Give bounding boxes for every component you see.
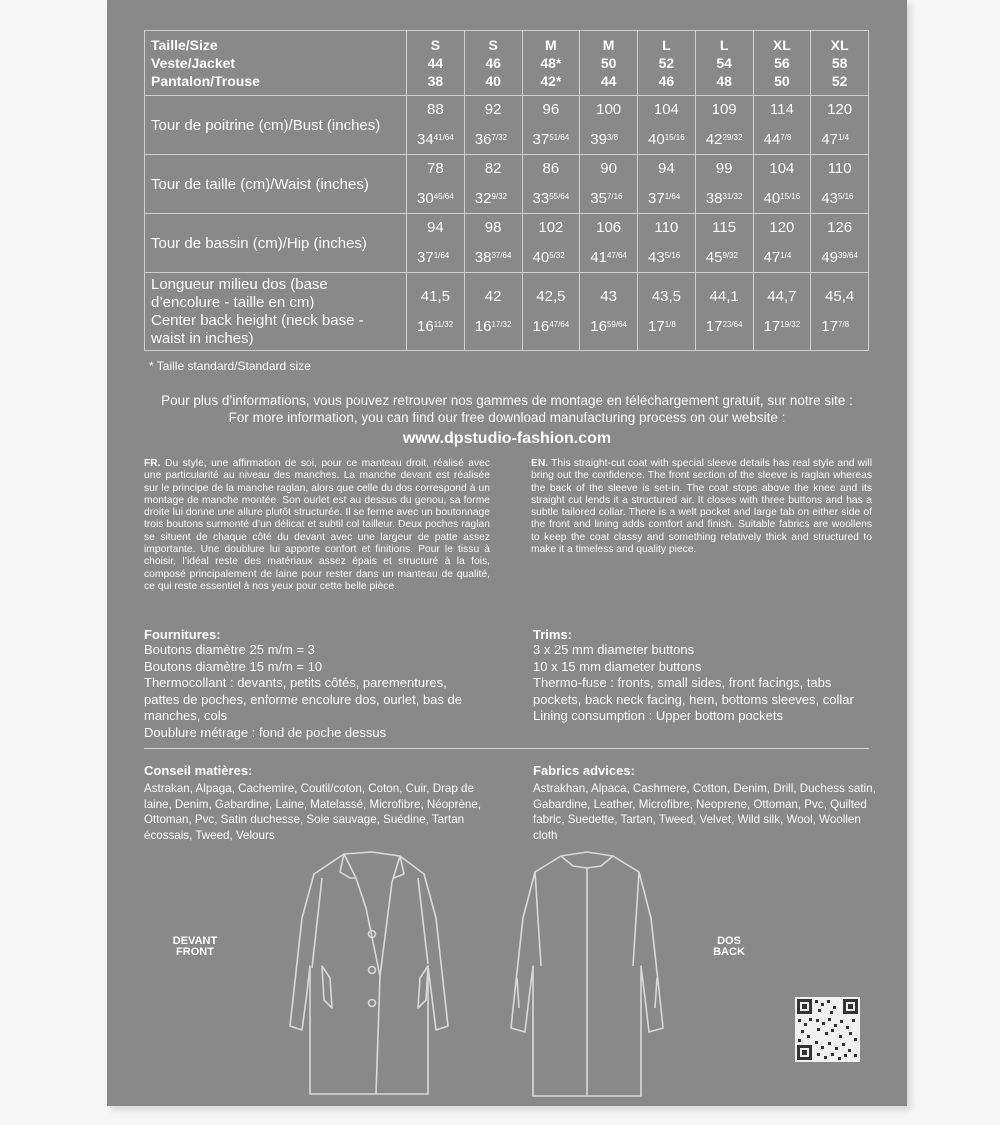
inch-value: $40^{5/32}$ (532, 249, 565, 266)
hip-row (145, 214, 869, 273)
fabrics-title: Fabrics advices: (533, 763, 635, 778)
measurement-cell (407, 273, 465, 351)
trims-section (533, 627, 854, 725)
measurement-cell (580, 96, 638, 155)
inch-value: $37^{51/64}$ (532, 131, 570, 148)
measurement-cell (464, 96, 522, 155)
size-chart (144, 30, 869, 351)
size-col: XL 58 52 (811, 31, 869, 96)
inch-value: $44^{7/8}$ (763, 131, 792, 148)
inch-value: $40^{15/16}$ (648, 131, 685, 148)
size-col: XL 56 50 (753, 31, 811, 96)
measurement-cell (464, 214, 522, 273)
label-taille-size: Taille/Size (151, 37, 218, 53)
front-view-label: DEVANT FRONT (172, 935, 218, 958)
back-length-label: Longueur milieu dos (base d’encolure - taille en cm) Center back height (neck base - waist in inches) (145, 273, 407, 351)
measurement-cell (638, 155, 696, 214)
coat-back-sketch (501, 848, 673, 1100)
label-veste-jacket: Veste/Jacket (151, 55, 236, 71)
inch-value: $16^{17/32}$ (474, 317, 512, 335)
inch-value: $37^{1/64}$ (417, 249, 450, 266)
size-header-labels (145, 31, 407, 96)
measurement-cell (695, 273, 753, 351)
cm-value: 106 (596, 219, 622, 236)
inch-value: $45^{9/32}$ (705, 249, 739, 266)
inch-value: $49^{39/64}$ (821, 249, 858, 266)
trims-list: 3 x 25 mm diameter buttons 10 x 15 mm diameter buttons Thermo-fuse : fronts, small sides, front facings, tabs pockets, back neck facing, hem, bottoms sleeves, collar Lining consumption : Upper bottom pockets (533, 642, 854, 724)
cm-value: 86 (542, 160, 560, 177)
inch-value: $17^{19/32}$ (763, 317, 801, 335)
fabrics-section (533, 763, 876, 843)
inch-value: $38^{31/32}$ (705, 190, 743, 207)
size-col: S 44 38 (407, 31, 465, 96)
measurement-cell (638, 273, 696, 351)
cm-value: 99 (715, 160, 733, 177)
cm-value: 42 (484, 287, 502, 305)
cm-value: 41,5 (420, 287, 450, 305)
cm-value: 110 (827, 160, 852, 177)
coat-front-sketch (282, 848, 457, 1100)
measurement-cell (753, 96, 811, 155)
measurement-cell (407, 214, 465, 273)
inch-value: $16^{47/64}$ (532, 317, 570, 335)
measurement-cell (522, 214, 580, 273)
cm-value: 104 (653, 101, 679, 118)
measurement-cell (695, 155, 753, 214)
back-view-label: DOS BACK (713, 935, 745, 958)
cm-value: 109 (711, 101, 737, 118)
inch-value: $16^{11/32}$ (417, 317, 454, 335)
fournitures-title: Fournitures: (144, 627, 221, 642)
inch-value: $33^{55/64}$ (532, 190, 570, 207)
measurement-cell (811, 214, 869, 273)
cm-value: 114 (769, 101, 794, 118)
cm-value: 82 (484, 160, 502, 177)
size-col: M 50 44 (580, 31, 638, 96)
waist-row (145, 155, 869, 214)
size-col: S 46 40 (464, 31, 522, 96)
inch-value: $36^{7/32}$ (474, 131, 508, 148)
measurement-cell (811, 155, 869, 214)
inch-value: $30^{45/64}$ (417, 190, 454, 207)
measurement-cell (753, 214, 811, 273)
cm-value: 44,1 (709, 287, 739, 305)
measurement-cell (522, 273, 580, 351)
cm-value: 43 (600, 287, 617, 305)
hip-label: Tour de bassin (cm)/Hip (inches) (145, 214, 407, 273)
inch-value: $34^{41/64}$ (417, 131, 454, 148)
measurement-cell (580, 273, 638, 351)
cm-value: 88 (427, 101, 444, 118)
measurement-cell (580, 214, 638, 273)
measurement-cell (811, 96, 869, 155)
cm-value: 115 (712, 219, 737, 236)
cm-value: 94 (658, 160, 675, 177)
trims-title: Trims: (533, 627, 573, 642)
back-length-row (145, 273, 869, 351)
inch-value: $43^{5/16}$ (821, 190, 854, 207)
fabrics-list: Astrakhan, Alpaca, Cashmere, Cotton, Denim, Drill, Duchess satin, Gabardine, Leather, Microfibre, Neoprene, Ottoman, Pvc, Quilted fabric, Suedette, Tartan, Tweed, Velvet, Wild silk, Wool, Woollen cloth (533, 782, 876, 842)
measurement-cell (522, 96, 580, 155)
measurement-cell (522, 155, 580, 214)
fournitures-list: Boutons diamètre 25 m/m = 3 Boutons diamètre 15 m/m = 10 Thermocollant : devants, petits côtés, parementures, pattes de poches, enforme encolure dos, ourlet, bas de manches, cols Doublure métrage : fond de poche dessus (144, 642, 462, 740)
info-text-fr: Pour plus d’informations, vous pouvez retrouver nos gammes de montage en téléchargement gratuit, sur notre site : (161, 393, 853, 408)
size-col: L 52 46 (638, 31, 696, 96)
standard-size-note: * Taille standard/Standard size (149, 359, 311, 373)
cm-value: 102 (538, 219, 564, 236)
description-en: EN. This straight-cut coat with special sleeve details has real style and will bring out the confidence. The front section of the sleeve is raglan whereas the back of the sleeve is set-in. The coat stops above the knee and its straight cut lends it a structured air. It closes with three buttons and has a subtle tailored collar. There is a welt pocket and large tab on either side of the front and lining adds comfort and finish. Suitable fabrics are woollens to keep the coat classy and something relatively thick and structured to make it a timeless and quality piece. (531, 458, 872, 556)
cm-value: 90 (600, 160, 617, 177)
measurement-cell (695, 214, 753, 273)
cm-value: 42,5 (536, 287, 566, 305)
inch-value: $16^{59/64}$ (590, 317, 627, 335)
description-fr: FR. Du style, une affirmation de soi, pour ce manteau droit, réalisé avec une particularité au niveau des manches. La manche devant est réalisée sur le principe de la manche raglan, alors que celle du dos correspond à un montage de manche montée. Son ourlet est au dessus du genou, sa forme droite lui donne une allure plutôt structurée. Il se ferme avec un boutonnage trois boutons surmonté d’un délicat et subtil col tailleur. Deux poches raglan se situent de chaque côté du devant avec une largeur de patte assez importante. Une doublure lui apporte confort et finitions. Pour le tissu à choisir, l’idéal reste des matériaux assez épais et structuré à la fois, composé principalement de laine pour rester dans un manteau de qualité, ce qui reste essentiel à nos yeux pour cette belle pièce. (144, 458, 490, 592)
cm-value: 45,4 (825, 287, 855, 305)
measurement-cell (407, 155, 465, 214)
size-header-row (145, 31, 869, 96)
cm-value: 100 (596, 101, 622, 118)
size-col: M 48* 42* (522, 31, 580, 96)
measurement-cell (753, 273, 811, 351)
inch-value: $39^{3/8}$ (590, 131, 619, 148)
cm-value: 78 (427, 160, 444, 177)
measurement-cell (753, 155, 811, 214)
cm-value: 43,5 (651, 287, 681, 305)
section-divider (144, 748, 869, 749)
measurement-cell (638, 96, 696, 155)
cm-value: 98 (484, 219, 502, 236)
inch-value: $17^{7/8}$ (821, 317, 850, 335)
bust-row (145, 96, 869, 155)
conseil-title: Conseil matières: (144, 763, 253, 778)
inch-value: $17^{23/64}$ (705, 317, 743, 335)
bust-label: Tour de poitrine (cm)/Bust (inches) (145, 96, 407, 155)
cm-value: 120 (827, 101, 853, 118)
cm-value: 104 (769, 160, 795, 177)
cm-value: 94 (427, 219, 444, 236)
cm-value: 126 (827, 219, 853, 236)
conseil-section (144, 763, 481, 843)
inch-value: $37^{1/64}$ (648, 190, 681, 207)
inch-value: $32^{9/32}$ (474, 190, 508, 207)
qr-code[interactable] (795, 997, 860, 1062)
fournitures-section (144, 627, 462, 742)
measurement-cell (695, 96, 753, 155)
inch-value: $38^{37/64}$ (474, 249, 512, 266)
cm-value: 92 (484, 101, 502, 118)
pattern-sheet (107, 0, 907, 1106)
cm-value: 110 (654, 219, 679, 236)
conseil-list: Astrakan, Alpaga, Cachemire, Coutil/coton, Coton, Cuir, Drap de laine, Denim, Gabardine, Laine, Matelassé, Microfibre, Néoprène, Ottoman, Pvc, Satin duchesse, Soie sauvage, Suédine, Tartan écossais, Tweed, Velours (144, 782, 482, 842)
cm-value: 96 (542, 101, 560, 118)
inch-value: $35^{7/16}$ (590, 190, 623, 207)
measurement-cell (580, 155, 638, 214)
inch-value: $40^{15/16}$ (763, 190, 801, 207)
cm-value: 120 (769, 219, 795, 236)
measurement-cell (811, 273, 869, 351)
size-col: L 54 48 (695, 31, 753, 96)
label-pantalon-trouse: Pantalon/Trouse (151, 73, 260, 89)
waist-label: Tour de taille (cm)/Waist (inches) (145, 155, 407, 214)
measurement-cell (407, 96, 465, 155)
measurement-cell (638, 214, 696, 273)
inch-value: $42^{29/32}$ (705, 131, 743, 148)
info-text-en: For more information, you can find our free download manufacturing process on our website : (228, 410, 786, 425)
inch-value: $17^{1/8}$ (648, 317, 676, 335)
inch-value: $43^{5/16}$ (648, 249, 681, 266)
measurement-cell (464, 155, 522, 214)
website-link[interactable]: www.dpstudio-fashion.com (402, 430, 612, 447)
inch-value: $47^{1/4}$ (821, 131, 850, 148)
inch-value: $47^{1/4}$ (763, 249, 792, 266)
inch-value: $41^{47/64}$ (590, 249, 627, 266)
measurement-cell (464, 273, 522, 351)
cm-value: 44,7 (767, 287, 797, 305)
